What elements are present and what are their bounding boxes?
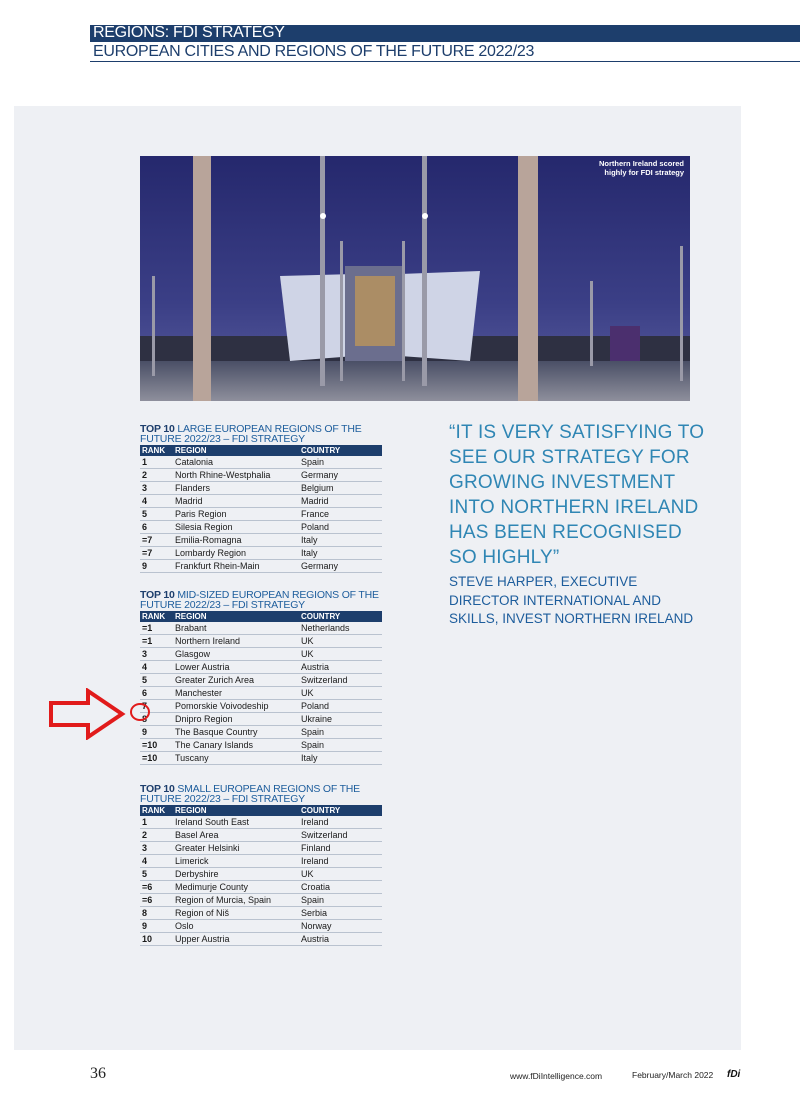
rank-cell: 7 bbox=[142, 701, 148, 711]
table-title: TOP 10 MID-SIZED EUROPEAN REGIONS OF THE FUTURE 2022/23 – FDI STRATEGY bbox=[140, 589, 379, 611]
region-cell: Tuscany bbox=[175, 753, 209, 763]
table-row bbox=[140, 622, 382, 635]
rank-cell: 2 bbox=[142, 470, 148, 480]
region-cell: Oslo bbox=[175, 921, 194, 931]
table-row bbox=[140, 842, 382, 855]
rank-cell: 1 bbox=[142, 457, 148, 467]
page-subtitle: EUROPEAN CITIES AND REGIONS OF THE FUTURE 2022/23 bbox=[93, 43, 535, 60]
country-cell: UK bbox=[301, 869, 314, 879]
region-cell: Silesia Region bbox=[175, 522, 233, 532]
rank-cell: 9 bbox=[142, 921, 148, 931]
region-cell: The Basque Country bbox=[175, 727, 258, 737]
large-regions-table bbox=[140, 424, 382, 573]
region-cell: Dnipro Region bbox=[175, 714, 233, 724]
table-row bbox=[140, 635, 382, 648]
rank-cell: 5 bbox=[142, 675, 148, 685]
country-cell: Serbia bbox=[301, 908, 328, 918]
region-cell: The Canary Islands bbox=[175, 740, 254, 750]
table-row bbox=[140, 894, 382, 907]
region-cell: Pomorskie Voivodeship bbox=[175, 701, 269, 711]
section-title: REGIONS: FDI STRATEGY bbox=[93, 24, 285, 41]
table-row bbox=[140, 855, 382, 868]
table-row bbox=[140, 816, 382, 829]
table-row bbox=[140, 829, 382, 842]
country-cell: Spain bbox=[301, 727, 325, 737]
region-cell: Paris Region bbox=[175, 509, 227, 519]
region-cell: Glasgow bbox=[175, 649, 211, 659]
country-cell: Ireland bbox=[301, 817, 329, 827]
rank-cell: =10 bbox=[142, 753, 158, 763]
rank-header: RANK bbox=[142, 806, 166, 815]
rank-cell: 3 bbox=[142, 843, 148, 853]
table-header bbox=[140, 805, 382, 816]
country-cell: Germany bbox=[301, 470, 339, 480]
country-cell: Netherlands bbox=[301, 623, 350, 633]
rank-cell: 10 bbox=[142, 934, 153, 944]
country-cell: Norway bbox=[301, 921, 332, 931]
region-cell: Catalonia bbox=[175, 457, 214, 467]
mid-sized-regions-table bbox=[140, 590, 382, 765]
table-row bbox=[140, 534, 382, 547]
table-row bbox=[140, 881, 382, 894]
region-cell: North Rhine-Westphalia bbox=[175, 470, 271, 480]
rank-cell: 3 bbox=[142, 483, 148, 493]
rank-cell: =10 bbox=[142, 740, 158, 750]
country-cell: UK bbox=[301, 649, 314, 659]
region-cell: Brabant bbox=[175, 623, 207, 633]
table-body bbox=[140, 622, 382, 765]
table-row bbox=[140, 547, 382, 560]
region-cell: Manchester bbox=[175, 688, 223, 698]
table-row bbox=[140, 648, 382, 661]
red-arrow-annotation bbox=[48, 688, 128, 740]
country-cell: Italy bbox=[301, 548, 318, 558]
region-cell: Madrid bbox=[175, 496, 203, 506]
table-row bbox=[140, 661, 382, 674]
region-cell: Region of Murcia, Spain bbox=[175, 895, 272, 905]
region-cell: Greater Zurich Area bbox=[175, 675, 255, 685]
rank-cell: 9 bbox=[142, 727, 148, 737]
table-header bbox=[140, 611, 382, 622]
rank-cell: 3 bbox=[142, 649, 148, 659]
country-cell: UK bbox=[301, 688, 314, 698]
country-cell: Ukraine bbox=[301, 714, 333, 724]
table-row bbox=[140, 700, 382, 713]
rank-cell: =1 bbox=[142, 623, 153, 633]
header-rule bbox=[90, 61, 800, 62]
night-scene-image bbox=[140, 156, 690, 401]
country-cell: Switzerland bbox=[301, 830, 348, 840]
country-cell: Madrid bbox=[301, 496, 329, 506]
table-row bbox=[140, 482, 382, 495]
table-body bbox=[140, 816, 382, 946]
quote-attribution: STEVE HARPER, EXECUTIVE DIRECTOR INTERNATIONAL AND SKILLS, INVEST NORTHERN IRELAND bbox=[449, 574, 694, 626]
table-title: TOP 10 SMALL EUROPEAN REGIONS OF THE FUTURE 2022/23 – FDI STRATEGY bbox=[140, 783, 360, 805]
rank-cell: =6 bbox=[142, 895, 153, 905]
rank-cell: 8 bbox=[142, 714, 148, 724]
table-row bbox=[140, 713, 382, 726]
rank-header: RANK bbox=[142, 446, 166, 455]
region-header: REGION bbox=[175, 446, 207, 455]
region-cell: Northern Ireland bbox=[175, 636, 241, 646]
titanic-belfast-photo bbox=[140, 156, 690, 401]
rank-cell: 2 bbox=[142, 830, 148, 840]
rank-cell: =6 bbox=[142, 882, 153, 892]
table-title: TOP 10 LARGE EUROPEAN REGIONS OF THE FUTURE 2022/23 – FDI STRATEGY bbox=[140, 423, 362, 445]
table-row bbox=[140, 868, 382, 881]
footer-date: February/March 2022 bbox=[632, 1070, 714, 1080]
rank-cell: 4 bbox=[142, 856, 148, 866]
table-row bbox=[140, 674, 382, 687]
table-row bbox=[140, 495, 382, 508]
small-regions-table bbox=[140, 784, 382, 946]
country-cell: Austria bbox=[301, 934, 330, 944]
region-cell: Lower Austria bbox=[175, 662, 230, 672]
region-header: REGION bbox=[175, 806, 207, 815]
rank-cell: 5 bbox=[142, 509, 148, 519]
red-circle-annotation bbox=[130, 703, 150, 721]
region-cell: Medimurje County bbox=[175, 882, 249, 892]
region-cell: Greater Helsinki bbox=[175, 843, 240, 853]
rank-cell: 1 bbox=[142, 817, 148, 827]
country-cell: Croatia bbox=[301, 882, 331, 892]
country-cell: UK bbox=[301, 636, 314, 646]
region-cell: Emilia-Romagna bbox=[175, 535, 242, 545]
table-row bbox=[140, 739, 382, 752]
table-row bbox=[140, 752, 382, 765]
rank-cell: =1 bbox=[142, 636, 153, 646]
region-cell: Limerick bbox=[175, 856, 209, 866]
rank-cell: 6 bbox=[142, 688, 148, 698]
rank-cell: 4 bbox=[142, 496, 148, 506]
rank-cell: =7 bbox=[142, 535, 153, 545]
region-cell: Region of Niš bbox=[175, 908, 230, 918]
region-cell: Ireland South East bbox=[175, 817, 250, 827]
rank-cell: 6 bbox=[142, 522, 148, 532]
country-header: COUNTRY bbox=[301, 612, 341, 621]
country-cell: Spain bbox=[301, 740, 325, 750]
table-row bbox=[140, 469, 382, 482]
table-row bbox=[140, 560, 382, 573]
region-cell: Frankfurt Rhein-Main bbox=[175, 561, 260, 571]
rank-cell: =7 bbox=[142, 548, 153, 558]
table-header bbox=[140, 445, 382, 456]
region-cell: Lombardy Region bbox=[175, 548, 247, 558]
table-row bbox=[140, 687, 382, 700]
fdi-logo: fDi bbox=[727, 1069, 741, 1080]
region-header: REGION bbox=[175, 612, 207, 621]
table-row bbox=[140, 907, 382, 920]
table-row bbox=[140, 726, 382, 739]
country-cell: Spain bbox=[301, 895, 325, 905]
country-cell: Switzerland bbox=[301, 675, 348, 685]
country-cell: Poland bbox=[301, 522, 330, 532]
country-cell: Italy bbox=[301, 753, 318, 763]
table-row bbox=[140, 920, 382, 933]
country-cell: Poland bbox=[301, 701, 330, 711]
region-cell: Basel Area bbox=[175, 830, 219, 840]
country-header: COUNTRY bbox=[301, 446, 341, 455]
page-number: 36 bbox=[90, 1065, 106, 1082]
country-cell: Italy bbox=[301, 535, 318, 545]
country-cell: Spain bbox=[301, 457, 325, 467]
pull-quote: “IT IS VERY SATISFYING TO SEE OUR STRATEGY FOR GROWING INVESTMENT INTO NORTHERN IRELAND HAS BEEN RECOGNISED SO HIGHLY” bbox=[449, 422, 705, 568]
country-header: COUNTRY bbox=[301, 806, 341, 815]
rank-cell: 9 bbox=[142, 561, 148, 571]
table-row bbox=[140, 456, 382, 469]
country-cell: Austria bbox=[301, 662, 330, 672]
region-cell: Upper Austria bbox=[175, 934, 230, 944]
photo-caption: Northern Ireland scored highly for FDI strategy bbox=[598, 159, 684, 177]
footer-url: www.fDiIntelligence.com bbox=[510, 1071, 603, 1081]
rank-header: RANK bbox=[142, 612, 166, 621]
rank-cell: 4 bbox=[142, 662, 148, 672]
table-row bbox=[140, 521, 382, 534]
table-row bbox=[140, 933, 382, 946]
rank-cell: 5 bbox=[142, 869, 148, 879]
rank-cell: 8 bbox=[142, 908, 148, 918]
region-cell: Flanders bbox=[175, 483, 211, 493]
region-cell: Derbyshire bbox=[175, 869, 219, 879]
country-cell: Belgium bbox=[301, 483, 334, 493]
table-row bbox=[140, 508, 382, 521]
country-cell: Finland bbox=[301, 843, 331, 853]
country-cell: Germany bbox=[301, 561, 339, 571]
table-body bbox=[140, 456, 382, 573]
country-cell: France bbox=[301, 509, 330, 519]
country-cell: Ireland bbox=[301, 856, 329, 866]
